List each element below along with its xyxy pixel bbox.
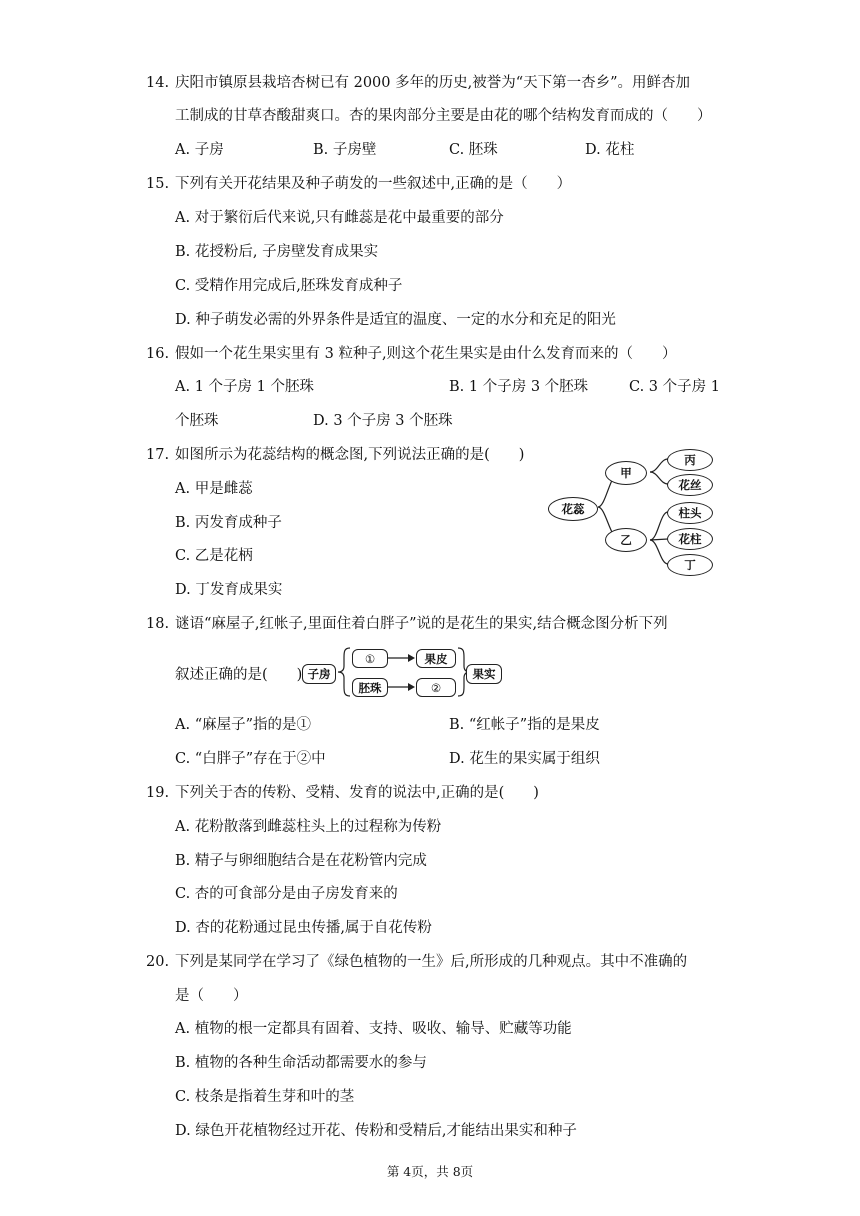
q19-option-a: A. 花粉散落到雌蕊柱头上的过程称为传粉 <box>175 819 442 835</box>
diagram-node-huasi: 花丝 <box>667 474 713 496</box>
diagram-box-two: ② <box>416 678 456 697</box>
q19-stem: 下列关于杏的传粉、受精、发育的说法中,正确的是( ) <box>175 785 539 801</box>
q19-option-c: C. 杏的可食部分是由子房发育来的 <box>175 886 398 902</box>
q14-option-c: C. 胚珠 <box>449 142 498 158</box>
q17-option-c: C. 乙是花柄 <box>175 548 253 564</box>
q20-option-b: B. 植物的各种生命活动都需要水的参与 <box>175 1055 427 1071</box>
page-footer: 第 4页，共 8页 <box>386 1164 474 1179</box>
q20-option-d: D. 绿色开花植物经过开花、传粉和受精后,才能结出果实和种子 <box>175 1123 577 1139</box>
diagram-node-bing: 丙 <box>667 449 713 471</box>
diagram-node-zhutou: 柱头 <box>667 502 713 524</box>
q14-option-d: D. 花柱 <box>585 142 635 158</box>
q20-option-a: A. 植物的根一定都具有固着、支持、吸收、输导、贮藏等功能 <box>175 1021 572 1037</box>
q16-number: 16. <box>146 346 170 362</box>
q16-option-a: A. 1 个子房 1 个胚珠 <box>175 379 314 395</box>
q14-option-a: A. 子房 <box>175 142 224 158</box>
diagram-box-guoshi: 果实 <box>466 664 502 684</box>
q16-option-c-part1: C. 3 个子房 1 <box>629 379 720 395</box>
q17-option-d: D. 丁发育成果实 <box>175 582 283 598</box>
q18-stem-line2: 叙述正确的是( ) <box>175 667 303 683</box>
q18-option-a: A. “麻屋子”指的是① <box>175 717 312 733</box>
q18-option-c: C. “白胖子”存在于②中 <box>175 751 326 767</box>
q18-stem-line1: 谜语“麻屋子,红帐子,里面住着白胖子”说的是花生的果实,结合概念图分析下列 <box>175 616 668 632</box>
diagram-node-yi: 乙 <box>605 528 647 552</box>
q18-option-b: B. “红帐子”指的是果皮 <box>449 717 600 733</box>
q15-number: 15. <box>146 176 170 192</box>
q15-option-d: D. 种子萌发必需的外界条件是适宜的温度、一定的水分和充足的阳光 <box>175 312 616 328</box>
q16-option-b: B. 1 个子房 3 个胚珠 <box>449 379 589 395</box>
diagram-node-ding: 丁 <box>667 554 713 576</box>
q15-stem: 下列有关开花结果及种子萌发的一些叙述中,正确的是（ ） <box>175 176 572 192</box>
q20-option-c: C. 枝条是指着生芽和叶的茎 <box>175 1089 355 1105</box>
q14-stem-line2: 工制成的甘草杏酸甜爽口。杏的果肉部分主要是由花的哪个结构发育而成的（ ） <box>175 108 712 124</box>
diagram-box-guopi: 果皮 <box>416 649 456 668</box>
q17-option-b: B. 丙发育成种子 <box>175 515 282 531</box>
q17-option-a: A. 甲是雌蕊 <box>175 481 253 497</box>
q20-stem-line1: 下列是某同学在学习了《绿色植物的一生》后,所形成的几种观点。其中不准确的 <box>175 954 688 970</box>
q20-stem-line2: 是（ ） <box>175 988 248 1004</box>
q16-option-d: D. 3 个子房 3 个胚珠 <box>313 413 453 429</box>
q14-number: 14. <box>146 75 170 91</box>
q19-number: 19. <box>146 785 170 801</box>
diagram-node-jia: 甲 <box>605 461 647 485</box>
diagram-box-peizhu: 胚珠 <box>352 678 388 697</box>
q17-stem: 如图所示为花蕊结构的概念图,下列说法正确的是( ) <box>175 447 525 463</box>
diagram-node-huazhu: 花柱 <box>667 528 713 550</box>
diagram-box-zifang: 子房 <box>302 664 336 684</box>
diagram-node-huarui: 花蕊 <box>548 497 598 521</box>
diagram-box-one: ① <box>352 649 388 668</box>
q16-option-c-part2: 个胚珠 <box>175 413 219 429</box>
q18-number: 18. <box>146 616 170 632</box>
q14-option-b: B. 子房壁 <box>313 142 377 158</box>
q20-number: 20. <box>146 954 170 970</box>
q19-option-b: B. 精子与卵细胞结合是在花粉管内完成 <box>175 853 427 869</box>
q15-option-b: B. 花授粉后, 子房壁发育成果实 <box>175 244 379 260</box>
q19-option-d: D. 杏的花粉通过昆虫传播,属于自花传粉 <box>175 920 432 936</box>
q17-number: 17. <box>146 447 170 463</box>
q16-stem: 假如一个花生果实里有 3 粒种子,则这个花生果实是由什么发育而来的（ ） <box>175 346 677 362</box>
q18-option-d: D. 花生的果实属于组织 <box>449 751 600 767</box>
q14-stem-line1: 庆阳市镇原县栽培杏树已有 2000 多年的历史,被誉为“天下第一杏乡”。用鲜杏加 <box>175 75 691 91</box>
q15-option-a: A. 对于繁衍后代来说,只有雌蕊是花中最重要的部分 <box>175 210 504 226</box>
q15-option-c: C. 受精作用完成后,胚珠发育成种子 <box>175 278 403 294</box>
